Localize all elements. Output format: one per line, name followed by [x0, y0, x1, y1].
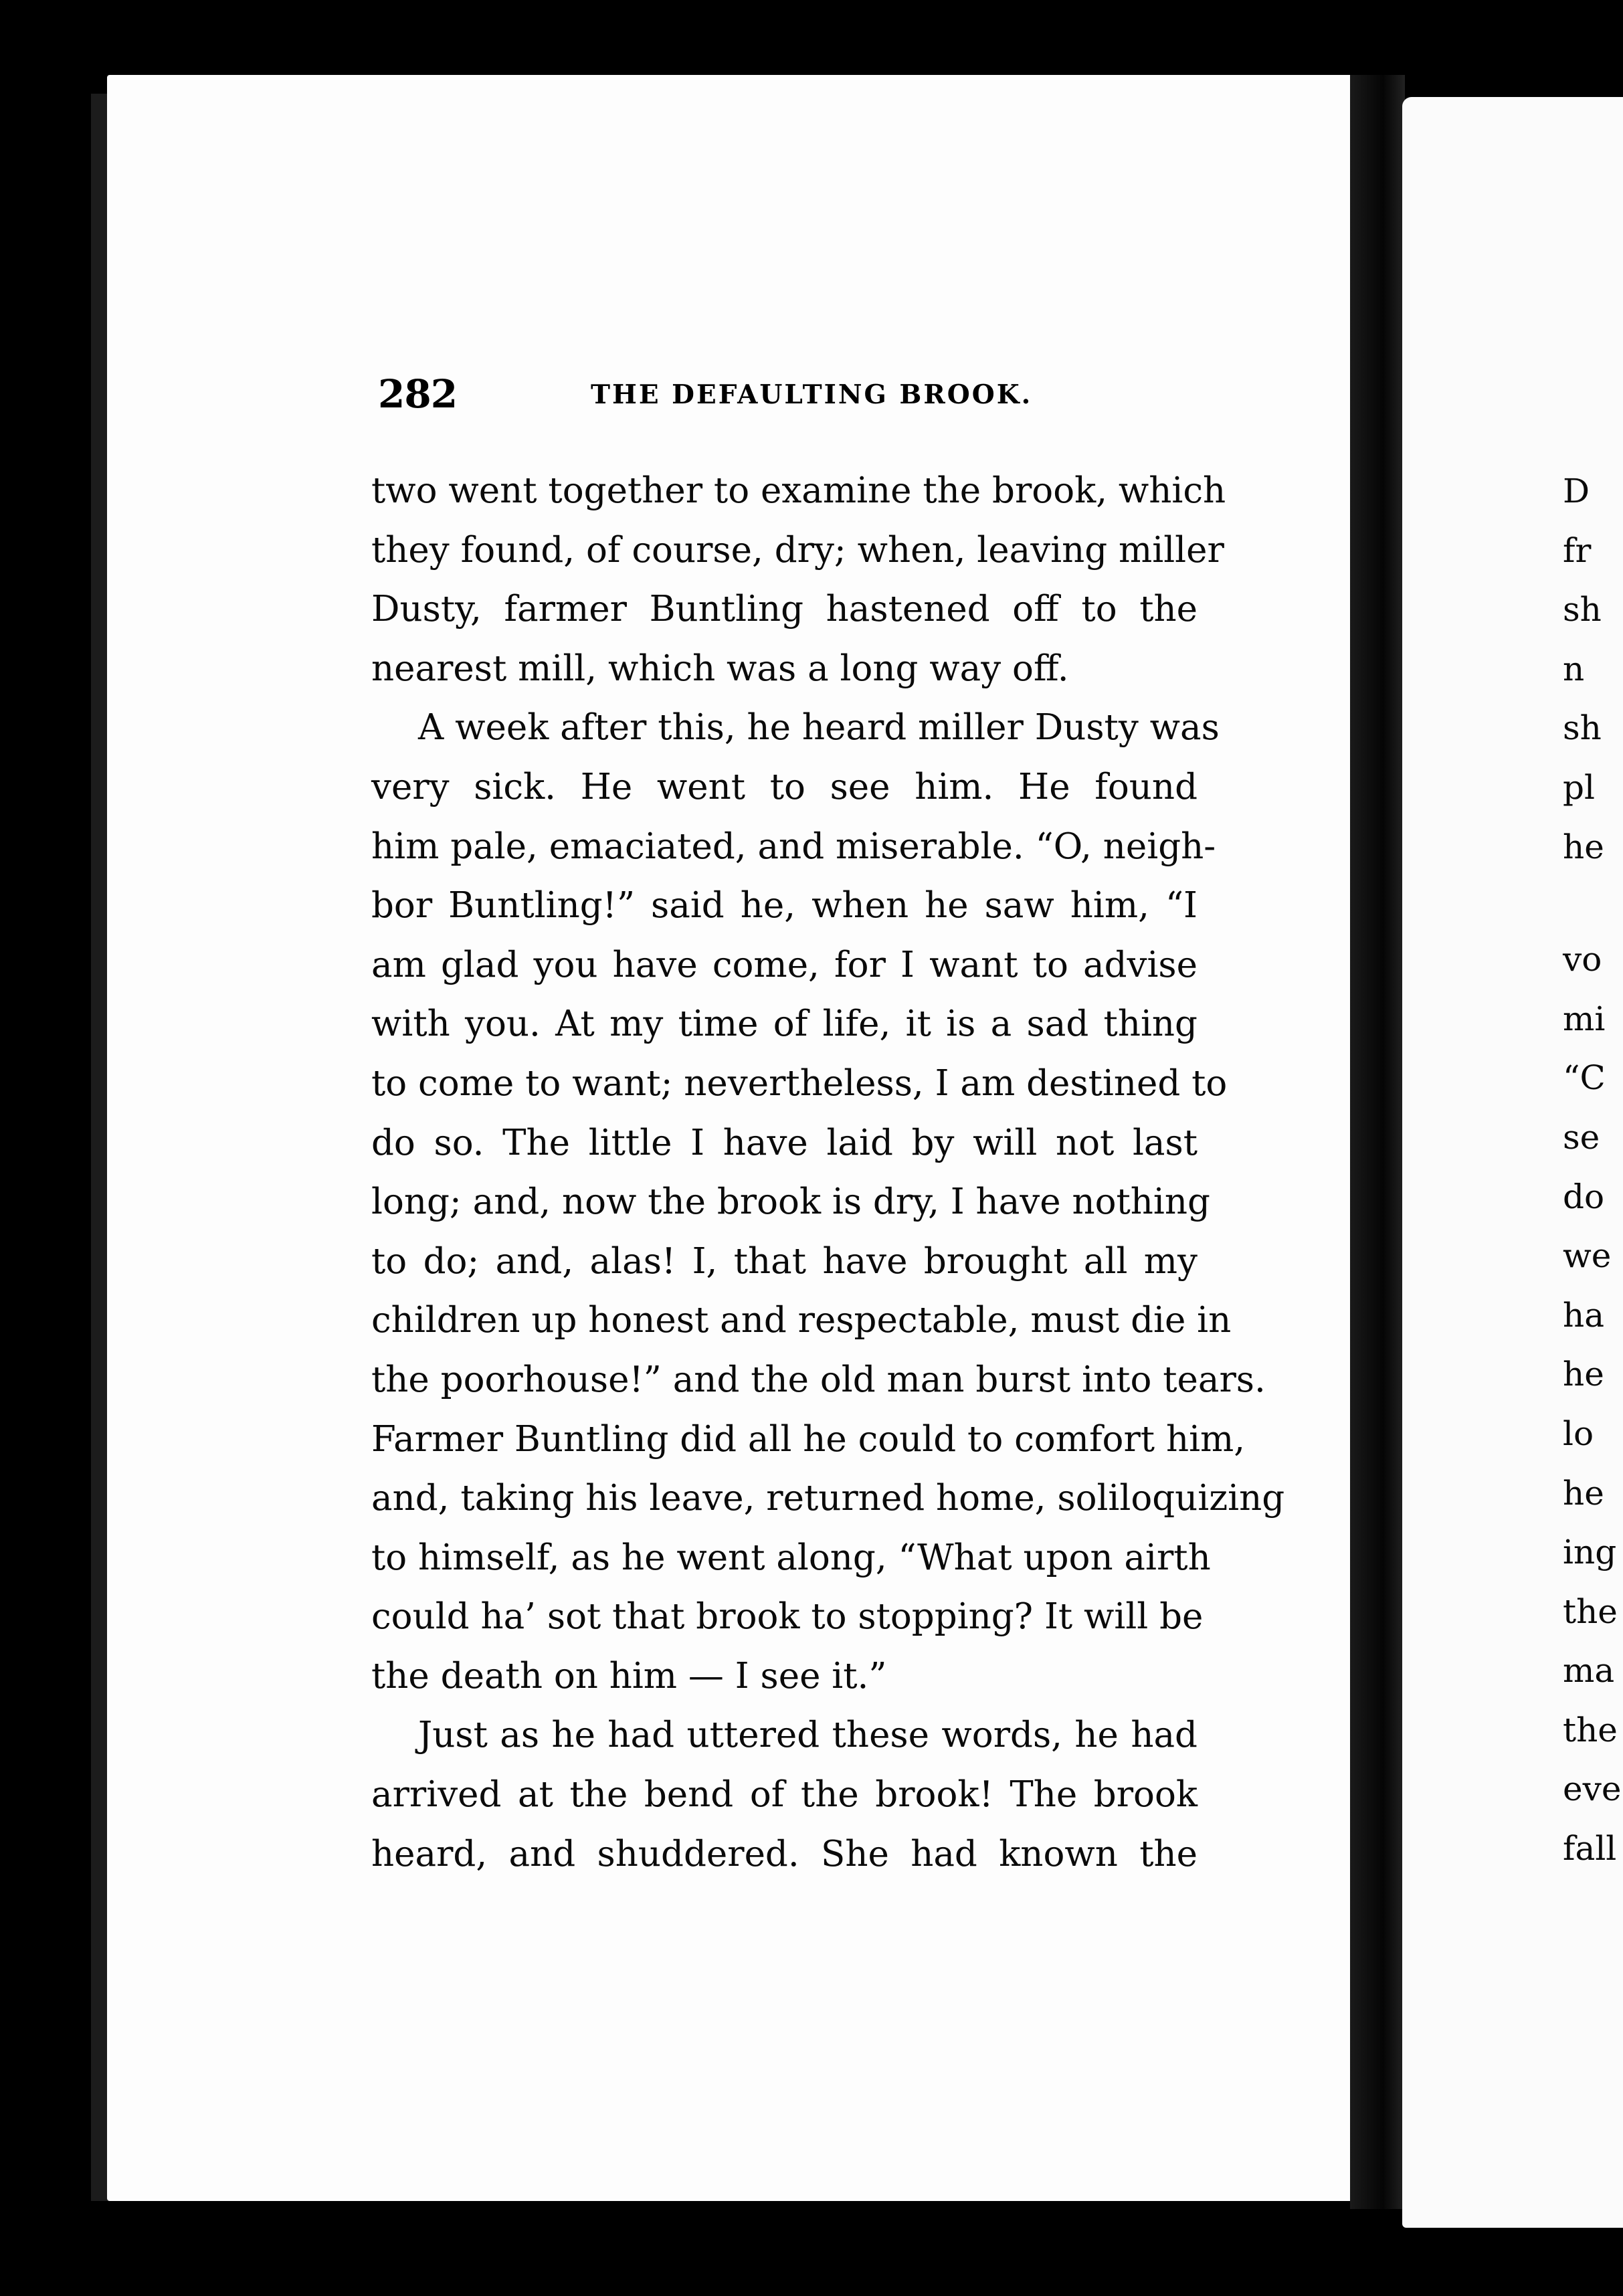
facing-fragment: sh	[1563, 708, 1602, 748]
paragraph-start-line: Just as he had uttered these words, he had	[418, 1715, 1198, 1756]
facing-page-text	[1563, 462, 1622, 1879]
text-line: could ha’ sot that brook to stopping? It will be	[371, 1596, 1204, 1638]
page-heading: THE DEFAULTING BROOK.	[591, 379, 1033, 410]
facing-fragment: do	[1563, 1177, 1605, 1216]
facing-fragment: ing	[1563, 1533, 1617, 1572]
facing-fragment: he	[1563, 1355, 1604, 1394]
text-line: him pale, emaciated, and miserable. “O, neigh-	[371, 826, 1216, 867]
facing-fragment: lo	[1563, 1414, 1594, 1453]
text-line: bor Buntling!” said he, when he saw him, “I	[371, 885, 1198, 927]
facing-fragment: pl	[1563, 767, 1595, 807]
text-line: long; and, now the brook is dry, I have nothing	[371, 1181, 1210, 1223]
facing-fragment: he	[1563, 827, 1604, 866]
text-line: to come to want; nevertheless, I am destined to	[371, 1062, 1228, 1104]
facing-fragment: mi	[1563, 999, 1606, 1038]
facing-fragment: eve	[1563, 1769, 1622, 1809]
paragraph-start-line: A week after this, he heard miller Dusty was	[418, 707, 1220, 749]
page-number: 282	[378, 371, 458, 417]
facing-fragment: fall	[1563, 1829, 1617, 1869]
text-line: to do; and, alas! I, that have brought all my	[371, 1240, 1198, 1282]
text-line: Dusty, farmer Buntling hastened off to the	[371, 589, 1198, 630]
text-line: nearest mill, which was a long way off.	[371, 648, 1069, 689]
text-line: heard, and shuddered. She had known the	[371, 1833, 1198, 1875]
text-line: two went together to examine the brook, which	[371, 470, 1226, 511]
text-line: the poorhouse!” and the old man burst into tears.	[371, 1359, 1266, 1400]
facing-fragment: vo	[1563, 940, 1602, 979]
text-line: do so. The little I have laid by will not last	[371, 1122, 1198, 1163]
facing-fragment: ma	[1563, 1651, 1615, 1691]
text-line: am glad you have come, for I want to advise	[371, 944, 1198, 985]
text-line: Farmer Buntling did all he could to comfort him,	[371, 1418, 1246, 1460]
facing-fragment: fr	[1563, 531, 1592, 570]
facing-fragment: se	[1563, 1117, 1600, 1157]
facing-fragment: the	[1563, 1592, 1618, 1631]
facing-fragment: D	[1563, 472, 1590, 510]
text-line: with you. At my time of life, it is a sad thing	[371, 1003, 1198, 1045]
facing-fragment: sh	[1563, 590, 1602, 630]
body-text	[371, 462, 1285, 1884]
text-line: arrived at the bend of the brook! The brook	[371, 1774, 1198, 1816]
facing-fragment: the	[1563, 1710, 1618, 1749]
facing-fragment: he	[1563, 1473, 1604, 1513]
text-line: the death on him — I see it.”	[371, 1655, 887, 1697]
text-line: children up honest and respectable, must die in	[371, 1300, 1232, 1341]
text-line: very sick. He went to see him. He found	[371, 766, 1198, 807]
facing-fragment: n	[1563, 649, 1585, 688]
book-gutter	[1350, 75, 1405, 2209]
facing-fragment: ha	[1563, 1295, 1605, 1335]
facing-fragment: “C	[1563, 1058, 1606, 1098]
running-head	[378, 371, 1261, 418]
text-line: they found, of course, dry; when, leaving miller	[371, 529, 1224, 571]
facing-fragment: we	[1563, 1236, 1612, 1276]
text-line: to himself, as he went along, “What upon airth	[371, 1537, 1211, 1578]
text-line: and, taking his leave, returned home, soliloquizing	[371, 1478, 1285, 1519]
